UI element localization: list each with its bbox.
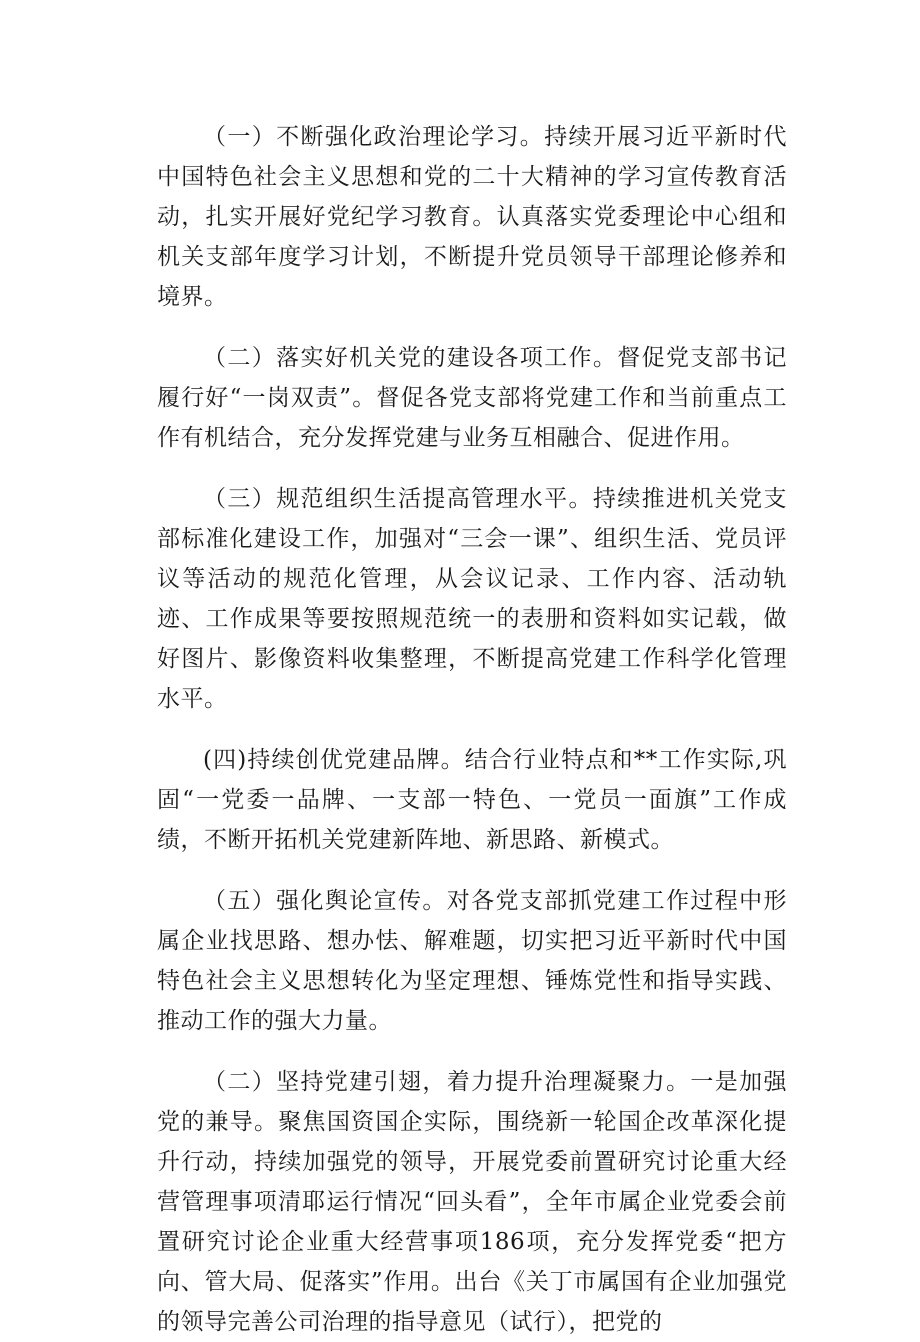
- document-body: [157, 117, 787, 1342]
- paragraph-5-body: 对各党支部抓党建工作过程中形属企业找思路、想办怯、解难题，切实把习近平新时代中国特色社会主义思想转化为坚定理想、锤炼党性和指导实践、推动工作的强大力量。: [157, 888, 788, 1034]
- paragraph-1-body: 持续开展习近平新时代中国特色社会主义思想和党的二十大精神的学习宣传教育活动，扎实开展好党纪学习教育。认真落实党委理论中心组和机关支部年度学习计划，不断提升党员领导干部理论修养和境界。: [157, 124, 788, 310]
- paragraph-4-body: 结合行业特点和**工作实际,巩固“一党委一品牌、一支部一特色、一党员一面旗”工作成绩，不断开拓机关党建新阵地、新思路、新模式。: [157, 747, 788, 853]
- paragraph-5-heading: （五）强化舆论宣传。: [203, 888, 447, 914]
- paragraph-5: [157, 881, 787, 1041]
- paragraph-2-body: 督促党支部书记履行好“一岗双责”。督促各党支部将党建工作和当前重点工作有机结合，充分发挥党建与业务互相融合、促进作用。: [157, 345, 788, 451]
- paragraph-2-heading: （二）落实好机关党的建设各项工作。: [203, 345, 618, 371]
- paragraph-2: [157, 338, 787, 458]
- paragraph-4: [157, 740, 787, 860]
- paragraph-6-body: 一是加强党的兼导。聚焦国资国企实际，围绕新一轮国企改革深化提升行动，持续加强党的领导，开展党委前置研究讨论重大经营管理事项清耶运行情况“回头看”，全年市属企业党委会前置研究讨论企业重大经营事项186项，充分发挥党委“把方向、管大局、促落实”作用。出台《关丁市属国有企业加强党的领导完善公司治理的指导意见（试行），把党的: [157, 1069, 788, 1335]
- paragraph-4-heading: (四)持续创优党建品牌。: [203, 747, 465, 773]
- paragraph-6-heading: （二）坚持党建引翅，着力提升治理凝聚力。: [203, 1069, 691, 1095]
- paragraph-1-heading: （一）不断强化政治理论学习。: [203, 124, 545, 150]
- paragraph-6: [157, 1062, 787, 1342]
- paragraph-3-body: 持续推进机关党支部标准化建设工作，加强对“三会一课”、组织生活、党员评议等活动的规范化管理，从会议记录、工作内容、活动轨迹、工作成果等要按照规范统一的表册和资料如实记载，做好图片、影像资料收集整理，不断提高党建工作科学化管理水平。: [157, 486, 788, 712]
- paragraph-3-heading: （三）规范组织生活提高管理水平。: [203, 486, 593, 512]
- paragraph-1: [157, 117, 787, 317]
- paragraph-3: [157, 479, 787, 719]
